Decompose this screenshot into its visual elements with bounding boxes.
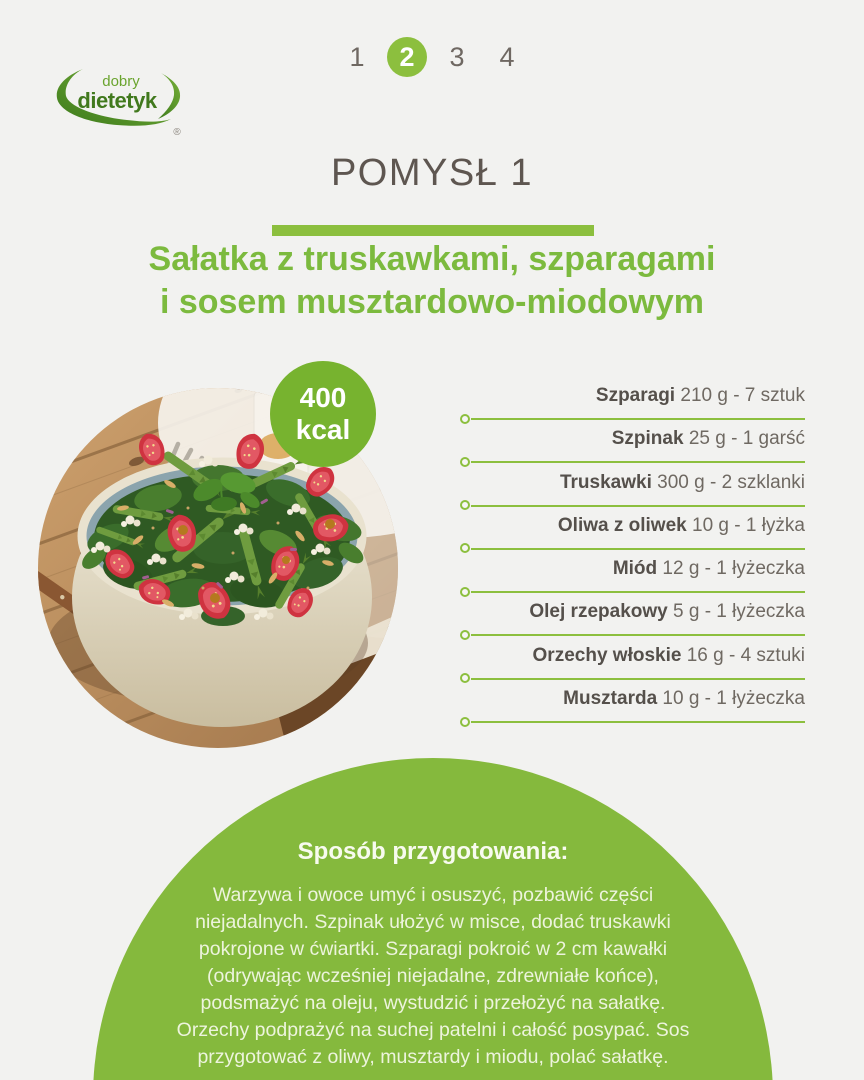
preparation-heading: Sposób przygotowania: bbox=[297, 838, 569, 865]
page-number-1[interactable]: 1 bbox=[349, 41, 365, 72]
ingredient-divider bbox=[471, 678, 805, 680]
ingredient-divider bbox=[471, 634, 805, 636]
recipe-title bbox=[0, 238, 864, 324]
ingredient-divider bbox=[471, 505, 805, 507]
ingredient-row bbox=[460, 508, 805, 551]
preparation-line: podsmażyć na oleju, wystudzić i przełożyć na sałatkę. bbox=[200, 992, 666, 1014]
bullet-circle-icon bbox=[460, 717, 470, 727]
registered-mark: ® bbox=[173, 127, 181, 138]
kcal-unit: kcal bbox=[295, 414, 351, 445]
ingredient-name: Truskawki bbox=[559, 471, 652, 493]
page-number-3[interactable]: 3 bbox=[449, 41, 465, 72]
ingredient-divider bbox=[471, 591, 805, 593]
logo-swoosh-right bbox=[158, 73, 180, 119]
ingredient-amount: 16 g - 4 sztuki bbox=[686, 644, 805, 666]
ingredient-amount: 5 g - 1 łyżeczka bbox=[673, 601, 805, 623]
kcal-badge bbox=[270, 361, 376, 467]
logo-text-top: dobry bbox=[102, 73, 140, 90]
preparation-line: Warzywa i owoce umyć i osuszyć, pozbawić części bbox=[212, 884, 654, 906]
ingredients-list bbox=[460, 378, 805, 724]
page-number-4[interactable]: 4 bbox=[499, 41, 515, 72]
ingredient-amount: 25 g - 1 garść bbox=[688, 428, 805, 450]
ingredient-row bbox=[460, 551, 805, 594]
title-underline bbox=[272, 225, 594, 236]
ingredient-name: Orzechy włoskie bbox=[532, 644, 682, 666]
logo-text-bottom: dietetyk bbox=[77, 88, 157, 113]
pagination bbox=[0, 37, 864, 77]
ingredient-name: Musztarda bbox=[563, 688, 658, 710]
ingredient-amount: 10 g - 1 łyżeczka bbox=[662, 688, 805, 710]
preparation-section bbox=[93, 758, 773, 1080]
preparation-text bbox=[113, 882, 753, 1071]
preparation-line: przygotować z oliwy, musztardy i miodu, polać sałatkę. bbox=[197, 1046, 669, 1068]
preparation-line: Orzechy podprażyć na suchej patelni i całość posypać. Sos bbox=[176, 1019, 690, 1041]
ingredient-amount: 10 g - 1 łyżka bbox=[692, 514, 805, 536]
ingredient-divider bbox=[471, 721, 805, 723]
ingredient-name: Szpinak bbox=[611, 428, 684, 450]
ingredient-divider bbox=[471, 418, 805, 420]
preparation-line: pokrojone w ćwiartki. Szparagi pokroić w 2 cm kawałki bbox=[198, 938, 668, 960]
ingredient-name: Miód bbox=[612, 558, 658, 580]
ingredient-row bbox=[460, 378, 805, 421]
page-title: POMYSŁ 1 bbox=[330, 152, 534, 194]
preparation-line: niejadalnych. Szpinak ułożyć w misce, dodać truskawki bbox=[195, 911, 671, 933]
preparation-line: (odrywając wcześniej niejadalne, zdrewniałe końce), bbox=[207, 965, 659, 987]
ingredient-row bbox=[460, 681, 805, 724]
ingredient-row bbox=[460, 594, 805, 637]
ingredient-name: Szparagi bbox=[595, 385, 676, 406]
kcal-value: 400 bbox=[299, 382, 347, 413]
ingredient-name: Olej rzepakowy bbox=[529, 601, 668, 623]
ingredient-row bbox=[460, 465, 805, 508]
page-number-2-active[interactable]: 2 bbox=[387, 37, 427, 77]
ingredient-row bbox=[460, 421, 805, 464]
recipe-title-line-1: Sałatka z truskawkami, szparagami bbox=[148, 240, 716, 278]
ingredient-name: Oliwa z oliwek bbox=[557, 514, 687, 536]
ingredient-amount: 12 g - 1 łyżeczka bbox=[662, 558, 805, 580]
ingredient-divider bbox=[471, 461, 805, 463]
ingredient-divider bbox=[471, 548, 805, 550]
recipe-title-line-2: i sosem musztardowo-miodowym bbox=[159, 283, 705, 321]
ingredient-amount: 210 g - 7 sztuk bbox=[680, 385, 805, 406]
ingredient-amount: 300 g - 2 szklanki bbox=[657, 471, 805, 493]
ingredient-row bbox=[460, 638, 805, 681]
